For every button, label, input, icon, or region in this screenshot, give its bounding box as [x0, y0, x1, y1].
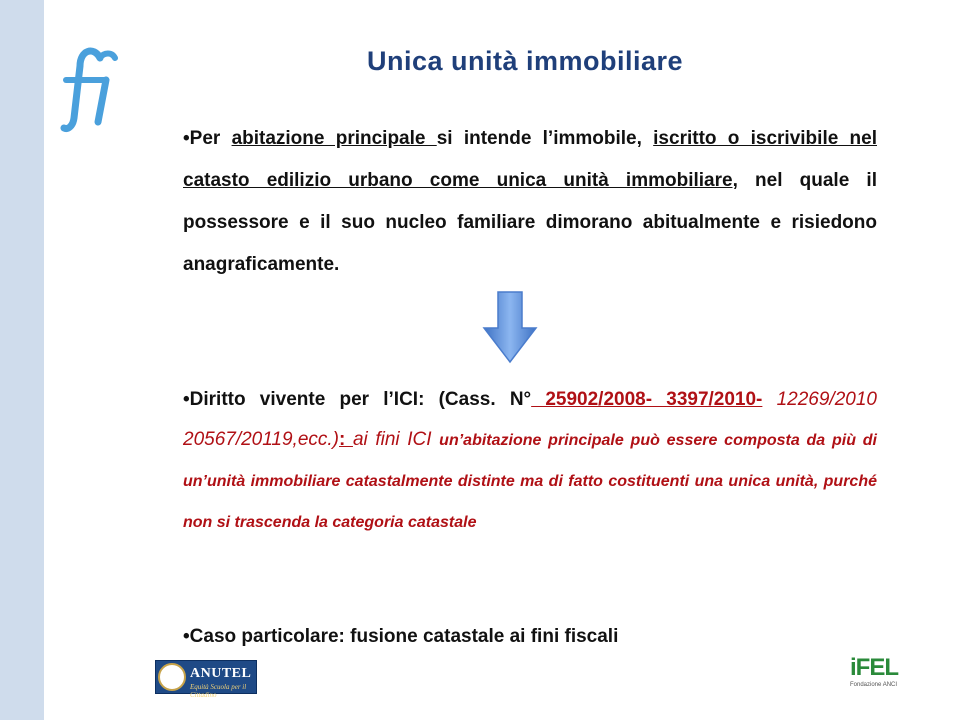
slide-title: Unica unità immobiliare — [366, 46, 684, 76]
paragraph-abitazione-principale — [183, 118, 877, 286]
bullet: • — [183, 128, 190, 149]
ifel-logo-sub: Fondazione ANCI — [850, 682, 898, 688]
ifel-logo-name: iFEL — [850, 654, 898, 681]
anutel-logo — [155, 660, 257, 699]
para2-case-numbers-italic: 12269/2010 20567/20119,ecc.) — [183, 389, 877, 450]
bullet: • — [183, 626, 190, 647]
para1-underline-1: abitazione principale — [231, 128, 437, 149]
anutel-logo-tagline: Equità Scuola per il Cittadino — [190, 683, 247, 699]
para2-principle-text: un’abitazione principale può essere composta da più di un’unità immobiliare catastalmente distinte ma di fatto costituenti una unica unità, purché non si trascenda la categoria catastale — [183, 432, 877, 531]
down-arrow-icon — [482, 290, 538, 364]
paragraph-diritto-vivente — [183, 380, 877, 543]
para1-text-2: si intende l’immobile, — [436, 128, 654, 149]
para1-text-3: nel quale il possessore e il suo nucleo familiare dimorano abitualmente e risiedono anagraficamente. — [183, 170, 877, 275]
para2-text-1: Diritto vivente per l’ICI: (Cass. N° — [189, 389, 532, 410]
para3-text: Caso particolare: fusione catastale ai fini fiscali — [189, 626, 619, 647]
para2-ici-label: ai fini ICI — [352, 429, 440, 450]
paragraph-caso-particolare — [183, 622, 877, 652]
para1-underline-2: iscritto o iscrivibile nel catasto edilizio urbano come unica unità immobiliare, — [183, 128, 877, 191]
left-decor-strip — [0, 0, 44, 720]
ifel-logo — [850, 655, 910, 699]
bullet: • — [183, 389, 190, 410]
para2-case-numbers: 25902/2008- 3397/2010- — [531, 389, 763, 410]
para1-text-1: Per — [189, 128, 232, 149]
para2-colon: : — [339, 429, 353, 450]
scales-icon — [158, 663, 186, 691]
anutel-logo-name: ANUTEL — [190, 666, 252, 681]
